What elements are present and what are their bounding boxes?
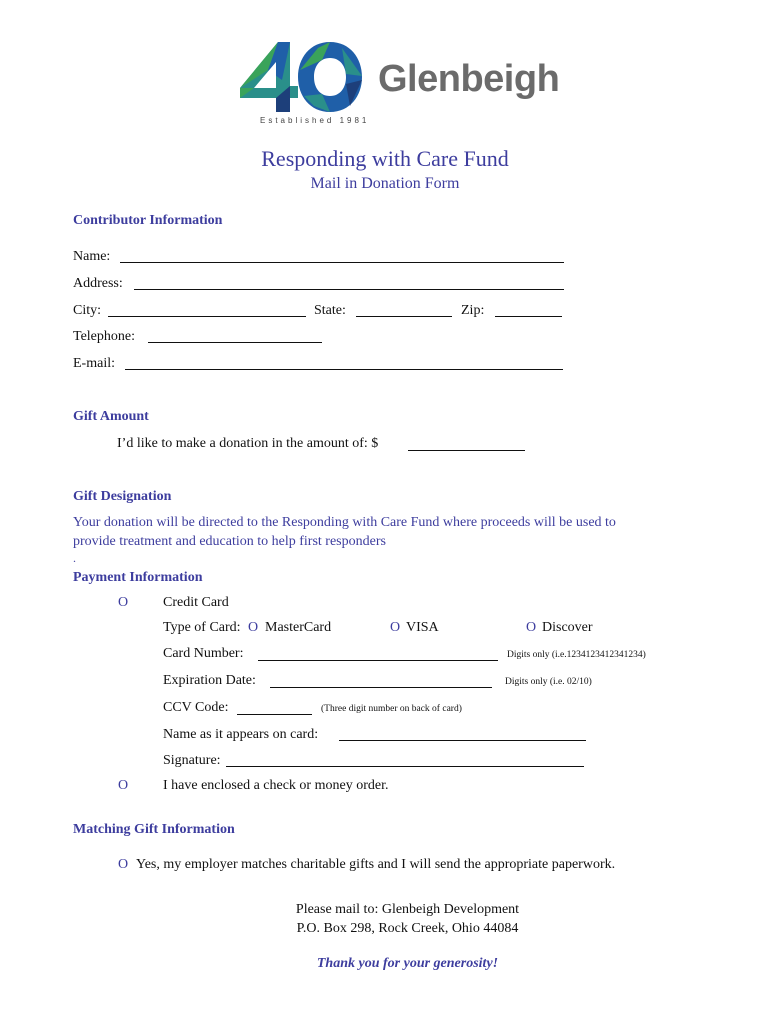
gift-designation-line2: provide treatment and education to help first responders [73, 534, 386, 549]
card-number-hint: Digits only (i.e.1234123412341234) [507, 650, 646, 660]
email-field[interactable] [125, 369, 563, 370]
name-on-card-label: Name as it appears on card: [163, 727, 319, 742]
ccv-label: CCV Code: [163, 700, 229, 715]
email-label: E-mail: [73, 356, 115, 371]
thank-you-message: Thank you for your generosity! [316, 956, 499, 971]
name-field[interactable] [120, 262, 564, 263]
state-field[interactable] [356, 316, 452, 317]
mail-line1: Please mail to: Glenbeigh Development [295, 902, 520, 917]
mastercard-radio[interactable]: O [248, 620, 259, 635]
expiration-label: Expiration Date: [163, 673, 256, 688]
signature-field[interactable] [226, 766, 584, 767]
name-on-card-field[interactable] [339, 740, 586, 741]
logo [238, 40, 560, 130]
gift-amount-text: I’d like to make a donation in the amount of: $ [117, 436, 379, 451]
form-subtitle: Mail in Donation Form [310, 175, 460, 192]
card-number-label: Card Number: [163, 646, 244, 661]
check-label: I have enclosed a check or money order. [163, 778, 389, 793]
matching-radio[interactable]: O [118, 857, 129, 872]
mail-line2: P.O. Box 298, Rock Creek, Ohio 44084 [296, 921, 519, 936]
expiration-hint: Digits only (i.e. 02/10) [505, 677, 592, 687]
gift-amount-field[interactable] [408, 450, 525, 451]
contributor-heading: Contributor Information [73, 213, 223, 228]
check-radio[interactable]: O [118, 778, 129, 793]
name-label: Name: [73, 249, 111, 264]
visa-label: VISA [406, 620, 439, 635]
expiration-field[interactable] [270, 687, 492, 688]
address-label: Address: [73, 276, 123, 291]
ccv-field[interactable] [237, 714, 312, 715]
matching-heading: Matching Gift Information [73, 822, 235, 837]
telephone-label: Telephone: [73, 329, 135, 344]
zip-field[interactable] [495, 316, 562, 317]
payment-heading: Payment Information [73, 570, 203, 585]
ccv-hint: (Three digit number on back of card) [321, 704, 462, 714]
form-title: Responding with Care Fund [261, 146, 509, 171]
address-field[interactable] [134, 289, 564, 290]
logo-brand-name: Glenbeigh [378, 58, 560, 100]
discover-radio[interactable]: O [526, 620, 537, 635]
logo-established: Established 1981 [260, 116, 370, 125]
gift-designation-dot: . [73, 551, 76, 565]
discover-label: Discover [542, 620, 593, 635]
gift-designation-heading: Gift Designation [73, 489, 172, 504]
matching-text: Yes, my employer matches charitable gifts and I will send the appropriate paperwork. [136, 857, 616, 872]
signature-label: Signature: [163, 753, 221, 768]
city-label: City: [73, 303, 102, 318]
state-label: State: [314, 303, 346, 318]
type-of-card-label: Type of Card: [163, 620, 241, 635]
visa-radio[interactable]: O [390, 620, 401, 635]
credit-card-radio[interactable]: O [118, 595, 129, 610]
gift-amount-heading: Gift Amount [73, 409, 149, 424]
telephone-field[interactable] [148, 342, 322, 343]
zip-label: Zip: [461, 303, 485, 318]
card-number-field[interactable] [258, 660, 498, 661]
logo-40-graphic [238, 40, 366, 114]
mastercard-label: MasterCard [265, 620, 332, 635]
city-field[interactable] [108, 316, 306, 317]
credit-card-label: Credit Card [163, 595, 229, 610]
gift-designation-line1: Your donation will be directed to the Responding with Care Fund where proceeds will be used to [73, 515, 616, 530]
